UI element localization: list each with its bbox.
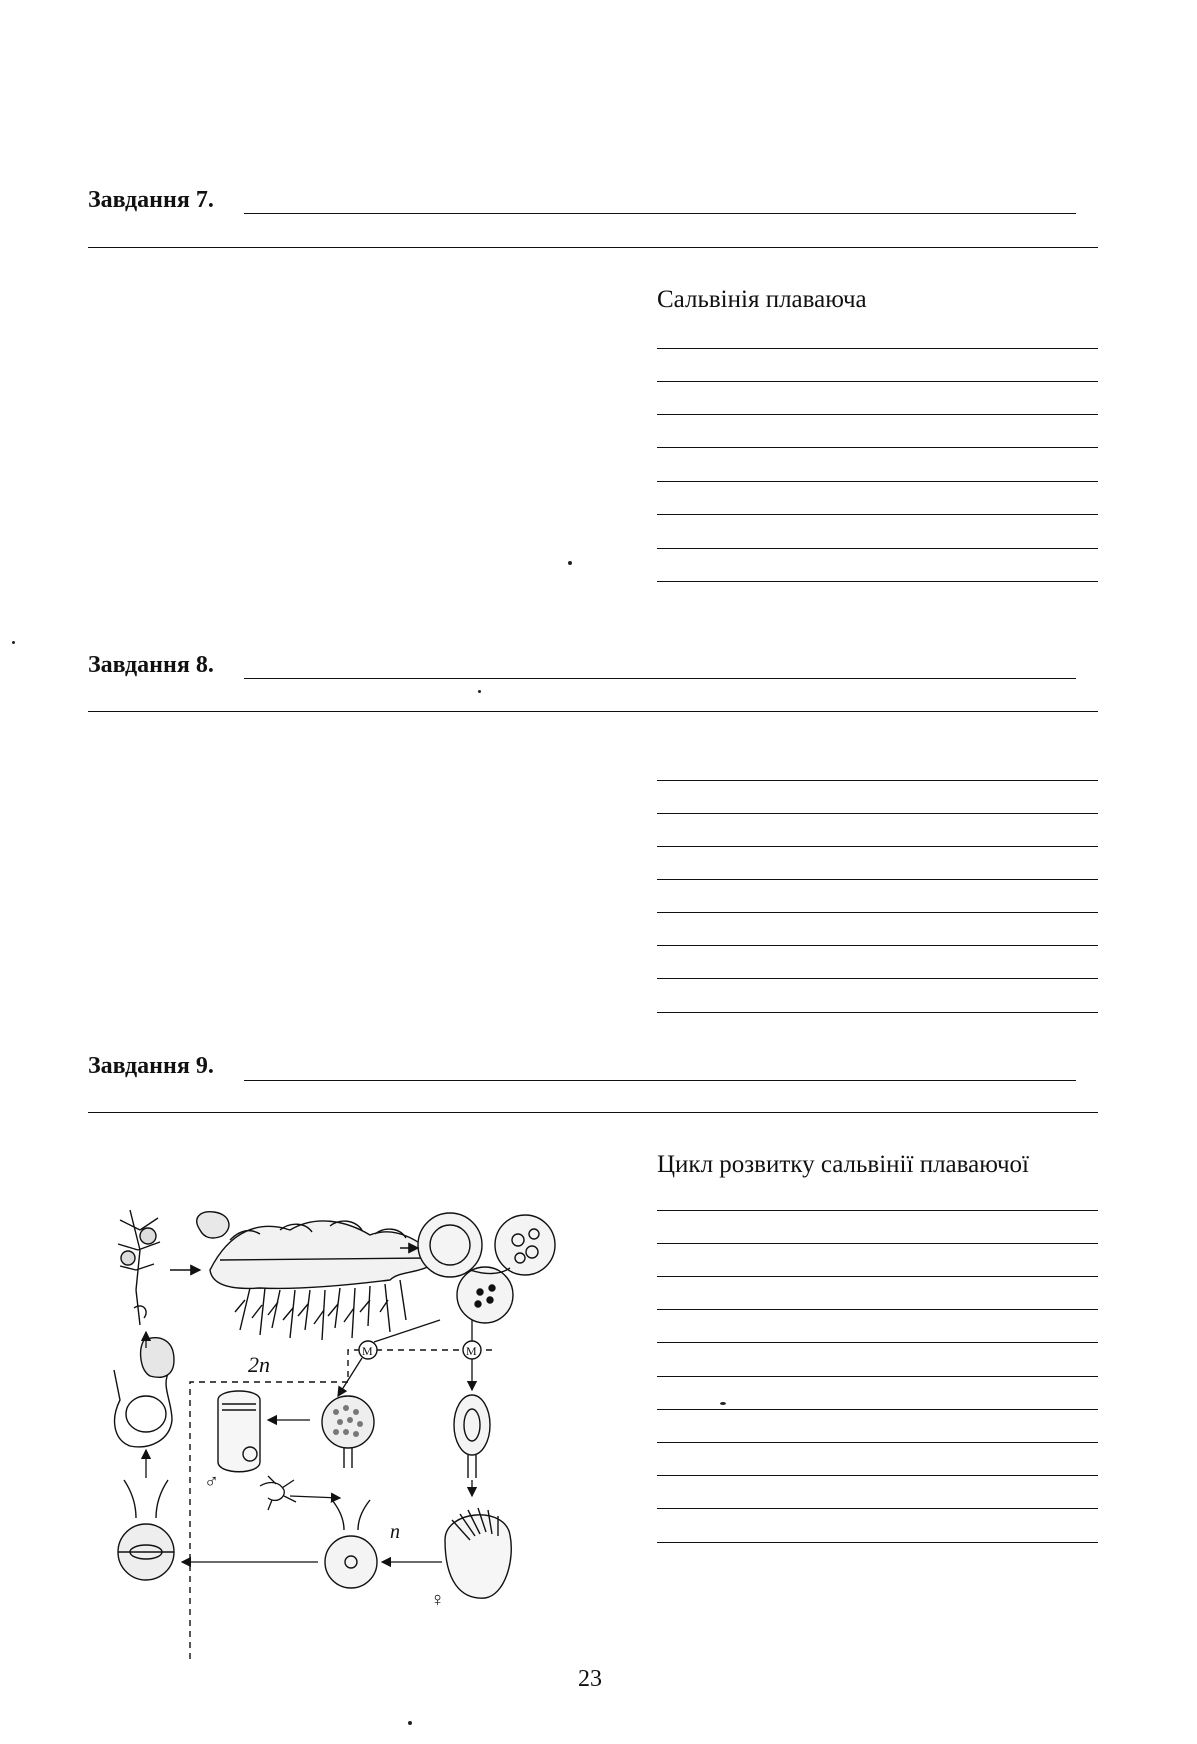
answer-line[interactable] bbox=[657, 1376, 1098, 1377]
female-symbol: ♀ bbox=[430, 1589, 445, 1611]
answer-line[interactable] bbox=[657, 447, 1098, 448]
task-7-caption: Сальвінія плаваюча bbox=[657, 286, 867, 313]
answer-line[interactable] bbox=[657, 348, 1098, 349]
answer-line[interactable] bbox=[657, 481, 1098, 482]
answer-line[interactable] bbox=[657, 514, 1098, 515]
answer-line[interactable] bbox=[657, 1409, 1098, 1410]
germinating-sporophyte-illustration bbox=[114, 1338, 174, 1447]
ploidy-haploid-label: n bbox=[390, 1521, 400, 1543]
task-7-title: Завдання 7. bbox=[88, 187, 214, 213]
task-8-title-line[interactable] bbox=[244, 678, 1076, 679]
task-9-title: Завдання 9. bbox=[88, 1053, 214, 1079]
scan-speck bbox=[12, 641, 15, 644]
answer-line[interactable] bbox=[657, 912, 1098, 913]
spermatozoid-illustration bbox=[260, 1476, 296, 1510]
microsporangium-illustration bbox=[322, 1396, 374, 1468]
answer-line[interactable] bbox=[657, 581, 1098, 582]
svg-text:M: M bbox=[362, 1344, 373, 1358]
answer-line[interactable] bbox=[657, 381, 1098, 382]
scan-speck bbox=[408, 1721, 412, 1725]
answer-line[interactable] bbox=[657, 414, 1098, 415]
sporocarps-illustration bbox=[418, 1213, 555, 1323]
answer-line[interactable] bbox=[657, 813, 1098, 814]
answer-line[interactable] bbox=[657, 1243, 1098, 1244]
scan-speck bbox=[720, 1402, 726, 1405]
task-9-full-line[interactable] bbox=[88, 1112, 1098, 1113]
answer-line[interactable] bbox=[657, 846, 1098, 847]
young-sporophyte-illustration bbox=[118, 1210, 160, 1325]
task-7-full-line[interactable] bbox=[88, 247, 1098, 248]
answer-line[interactable] bbox=[657, 1542, 1098, 1543]
arrow bbox=[290, 1496, 340, 1498]
task-9-title-line[interactable] bbox=[244, 1080, 1076, 1081]
embryo-illustration bbox=[118, 1480, 174, 1580]
answer-line[interactable] bbox=[657, 978, 1098, 979]
megasporangium-illustration bbox=[454, 1395, 490, 1478]
meiosis-marker bbox=[463, 1341, 481, 1359]
male-symbol: ♂ bbox=[204, 1471, 219, 1493]
task-9-caption: Цикл розвитку сальвінії плаваючої bbox=[657, 1151, 1029, 1178]
sporophyte-plant-illustration bbox=[197, 1212, 440, 1340]
meiosis-marker bbox=[359, 1341, 377, 1359]
ploidy-diploid-label: 2n bbox=[248, 1352, 270, 1377]
scan-speck bbox=[568, 561, 572, 565]
megaspore-illustration bbox=[445, 1508, 511, 1598]
salvinia-life-cycle-diagram bbox=[100, 1200, 580, 1660]
task-8-full-line[interactable] bbox=[88, 711, 1098, 712]
answer-line[interactable] bbox=[657, 1508, 1098, 1509]
female-gametophyte-illustration bbox=[325, 1500, 377, 1588]
answer-line[interactable] bbox=[657, 1342, 1098, 1343]
scan-speck bbox=[478, 690, 481, 693]
answer-line[interactable] bbox=[657, 1475, 1098, 1476]
answer-line[interactable] bbox=[657, 1276, 1098, 1277]
arrow bbox=[338, 1358, 362, 1396]
page-number: 23 bbox=[578, 1666, 602, 1692]
male-gametophyte-illustration bbox=[218, 1391, 260, 1472]
answer-line[interactable] bbox=[657, 1012, 1098, 1013]
answer-line[interactable] bbox=[657, 1442, 1098, 1443]
answer-line[interactable] bbox=[657, 548, 1098, 549]
svg-text:M: M bbox=[466, 1344, 477, 1358]
arrow bbox=[374, 1320, 440, 1342]
answer-line[interactable] bbox=[657, 1210, 1098, 1211]
task-8-title: Завдання 8. bbox=[88, 652, 214, 678]
answer-line[interactable] bbox=[657, 1309, 1098, 1310]
answer-line[interactable] bbox=[657, 879, 1098, 880]
task-7-title-line[interactable] bbox=[244, 213, 1076, 214]
answer-line[interactable] bbox=[657, 945, 1098, 946]
answer-line[interactable] bbox=[657, 780, 1098, 781]
